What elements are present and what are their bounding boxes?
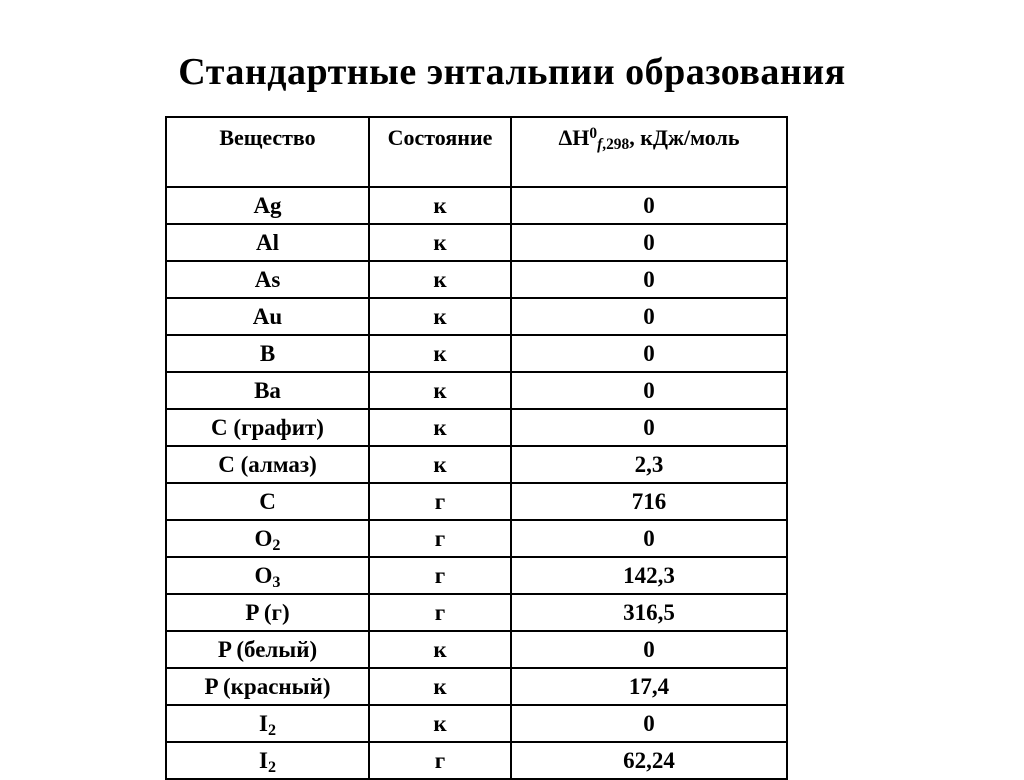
header-enthalpy-sub-t: ,298 <box>602 136 630 153</box>
cell-substance <box>166 742 369 779</box>
cell-substance <box>166 298 369 335</box>
substance-formula: C <box>259 488 276 514</box>
cell-enthalpy: 0 <box>511 298 787 335</box>
cell-state: г <box>369 742 511 779</box>
substance-formula: Al <box>256 229 279 255</box>
cell-state: г <box>369 483 511 520</box>
table-row <box>166 520 787 557</box>
substance-formula: P (г) <box>245 599 290 625</box>
cell-enthalpy: 0 <box>511 520 787 557</box>
cell-enthalpy: 0 <box>511 372 787 409</box>
table-row <box>166 409 787 446</box>
cell-enthalpy: 0 <box>511 409 787 446</box>
table-row <box>166 594 787 631</box>
cell-substance <box>166 372 369 409</box>
cell-state: к <box>369 335 511 372</box>
table-row <box>166 335 787 372</box>
table-row <box>166 742 787 779</box>
table-header-row <box>166 117 787 187</box>
substance-subscript: 2 <box>272 536 281 554</box>
substance-formula: Ba <box>254 377 281 403</box>
cell-enthalpy: 716 <box>511 483 787 520</box>
cell-enthalpy: 0 <box>511 261 787 298</box>
substance-formula: I <box>259 747 268 773</box>
cell-state: г <box>369 520 511 557</box>
header-enthalpy-unit: , кДж/моль <box>629 125 740 150</box>
table-row <box>166 668 787 705</box>
substance-formula: C (алмаз) <box>218 451 317 477</box>
cell-state: к <box>369 224 511 261</box>
cell-enthalpy: 0 <box>511 705 787 742</box>
substance-formula: As <box>254 266 281 292</box>
substance-formula: I <box>259 710 268 736</box>
header-enthalpy-delta: ΔH <box>558 125 590 150</box>
cell-enthalpy: 2,3 <box>511 446 787 483</box>
page-title: Стандартные энтальпии образования <box>178 51 846 93</box>
cell-substance <box>166 224 369 261</box>
table-row <box>166 187 787 224</box>
cell-state: г <box>369 594 511 631</box>
cell-substance <box>166 261 369 298</box>
header-substance: Вещество <box>166 117 369 187</box>
table-row <box>166 557 787 594</box>
substance-formula: B <box>259 340 276 366</box>
cell-enthalpy: 0 <box>511 224 787 261</box>
substance-formula: Ag <box>253 192 282 218</box>
substance-subscript: 2 <box>267 721 276 739</box>
substance-formula: P (белый) <box>217 636 318 662</box>
header-enthalpy <box>511 117 787 187</box>
cell-substance <box>166 409 369 446</box>
table-row <box>166 631 787 668</box>
cell-substance <box>166 520 369 557</box>
cell-substance <box>166 631 369 668</box>
cell-state: к <box>369 298 511 335</box>
cell-substance <box>166 668 369 705</box>
cell-substance <box>166 594 369 631</box>
cell-substance <box>166 335 369 372</box>
cell-enthalpy: 0 <box>511 335 787 372</box>
substance-formula: C (графит) <box>211 414 324 440</box>
table-row <box>166 261 787 298</box>
cell-state: г <box>369 557 511 594</box>
header-state: Состояние <box>369 117 511 187</box>
table-row <box>166 372 787 409</box>
header-enthalpy-sup: 0 <box>589 125 598 142</box>
substance-formula: Au <box>252 303 283 329</box>
cell-enthalpy: 62,24 <box>511 742 787 779</box>
substance-formula: O <box>254 525 273 551</box>
enthalpy-table <box>165 116 788 780</box>
cell-state: к <box>369 668 511 705</box>
table-row <box>166 705 787 742</box>
cell-state: к <box>369 409 511 446</box>
cell-substance <box>166 557 369 594</box>
table-row <box>166 483 787 520</box>
cell-state: к <box>369 261 511 298</box>
cell-state: к <box>369 631 511 668</box>
cell-enthalpy: 0 <box>511 187 787 224</box>
cell-enthalpy: 316,5 <box>511 594 787 631</box>
table-row <box>166 224 787 261</box>
cell-state: к <box>369 705 511 742</box>
cell-substance <box>166 705 369 742</box>
cell-enthalpy: 142,3 <box>511 557 787 594</box>
cell-enthalpy: 0 <box>511 631 787 668</box>
cell-enthalpy: 17,4 <box>511 668 787 705</box>
header-enthalpy-sub-f: f <box>597 136 603 153</box>
cell-state: к <box>369 446 511 483</box>
cell-substance <box>166 187 369 224</box>
substance-subscript: 3 <box>272 573 281 591</box>
cell-substance <box>166 446 369 483</box>
substance-formula: O <box>254 562 273 588</box>
table-row <box>166 446 787 483</box>
cell-state: к <box>369 372 511 409</box>
table-body <box>166 187 787 779</box>
substance-subscript: 2 <box>267 758 276 776</box>
cell-substance <box>166 483 369 520</box>
substance-formula: P (красный) <box>204 673 331 699</box>
cell-state: к <box>369 187 511 224</box>
table-row <box>166 298 787 335</box>
